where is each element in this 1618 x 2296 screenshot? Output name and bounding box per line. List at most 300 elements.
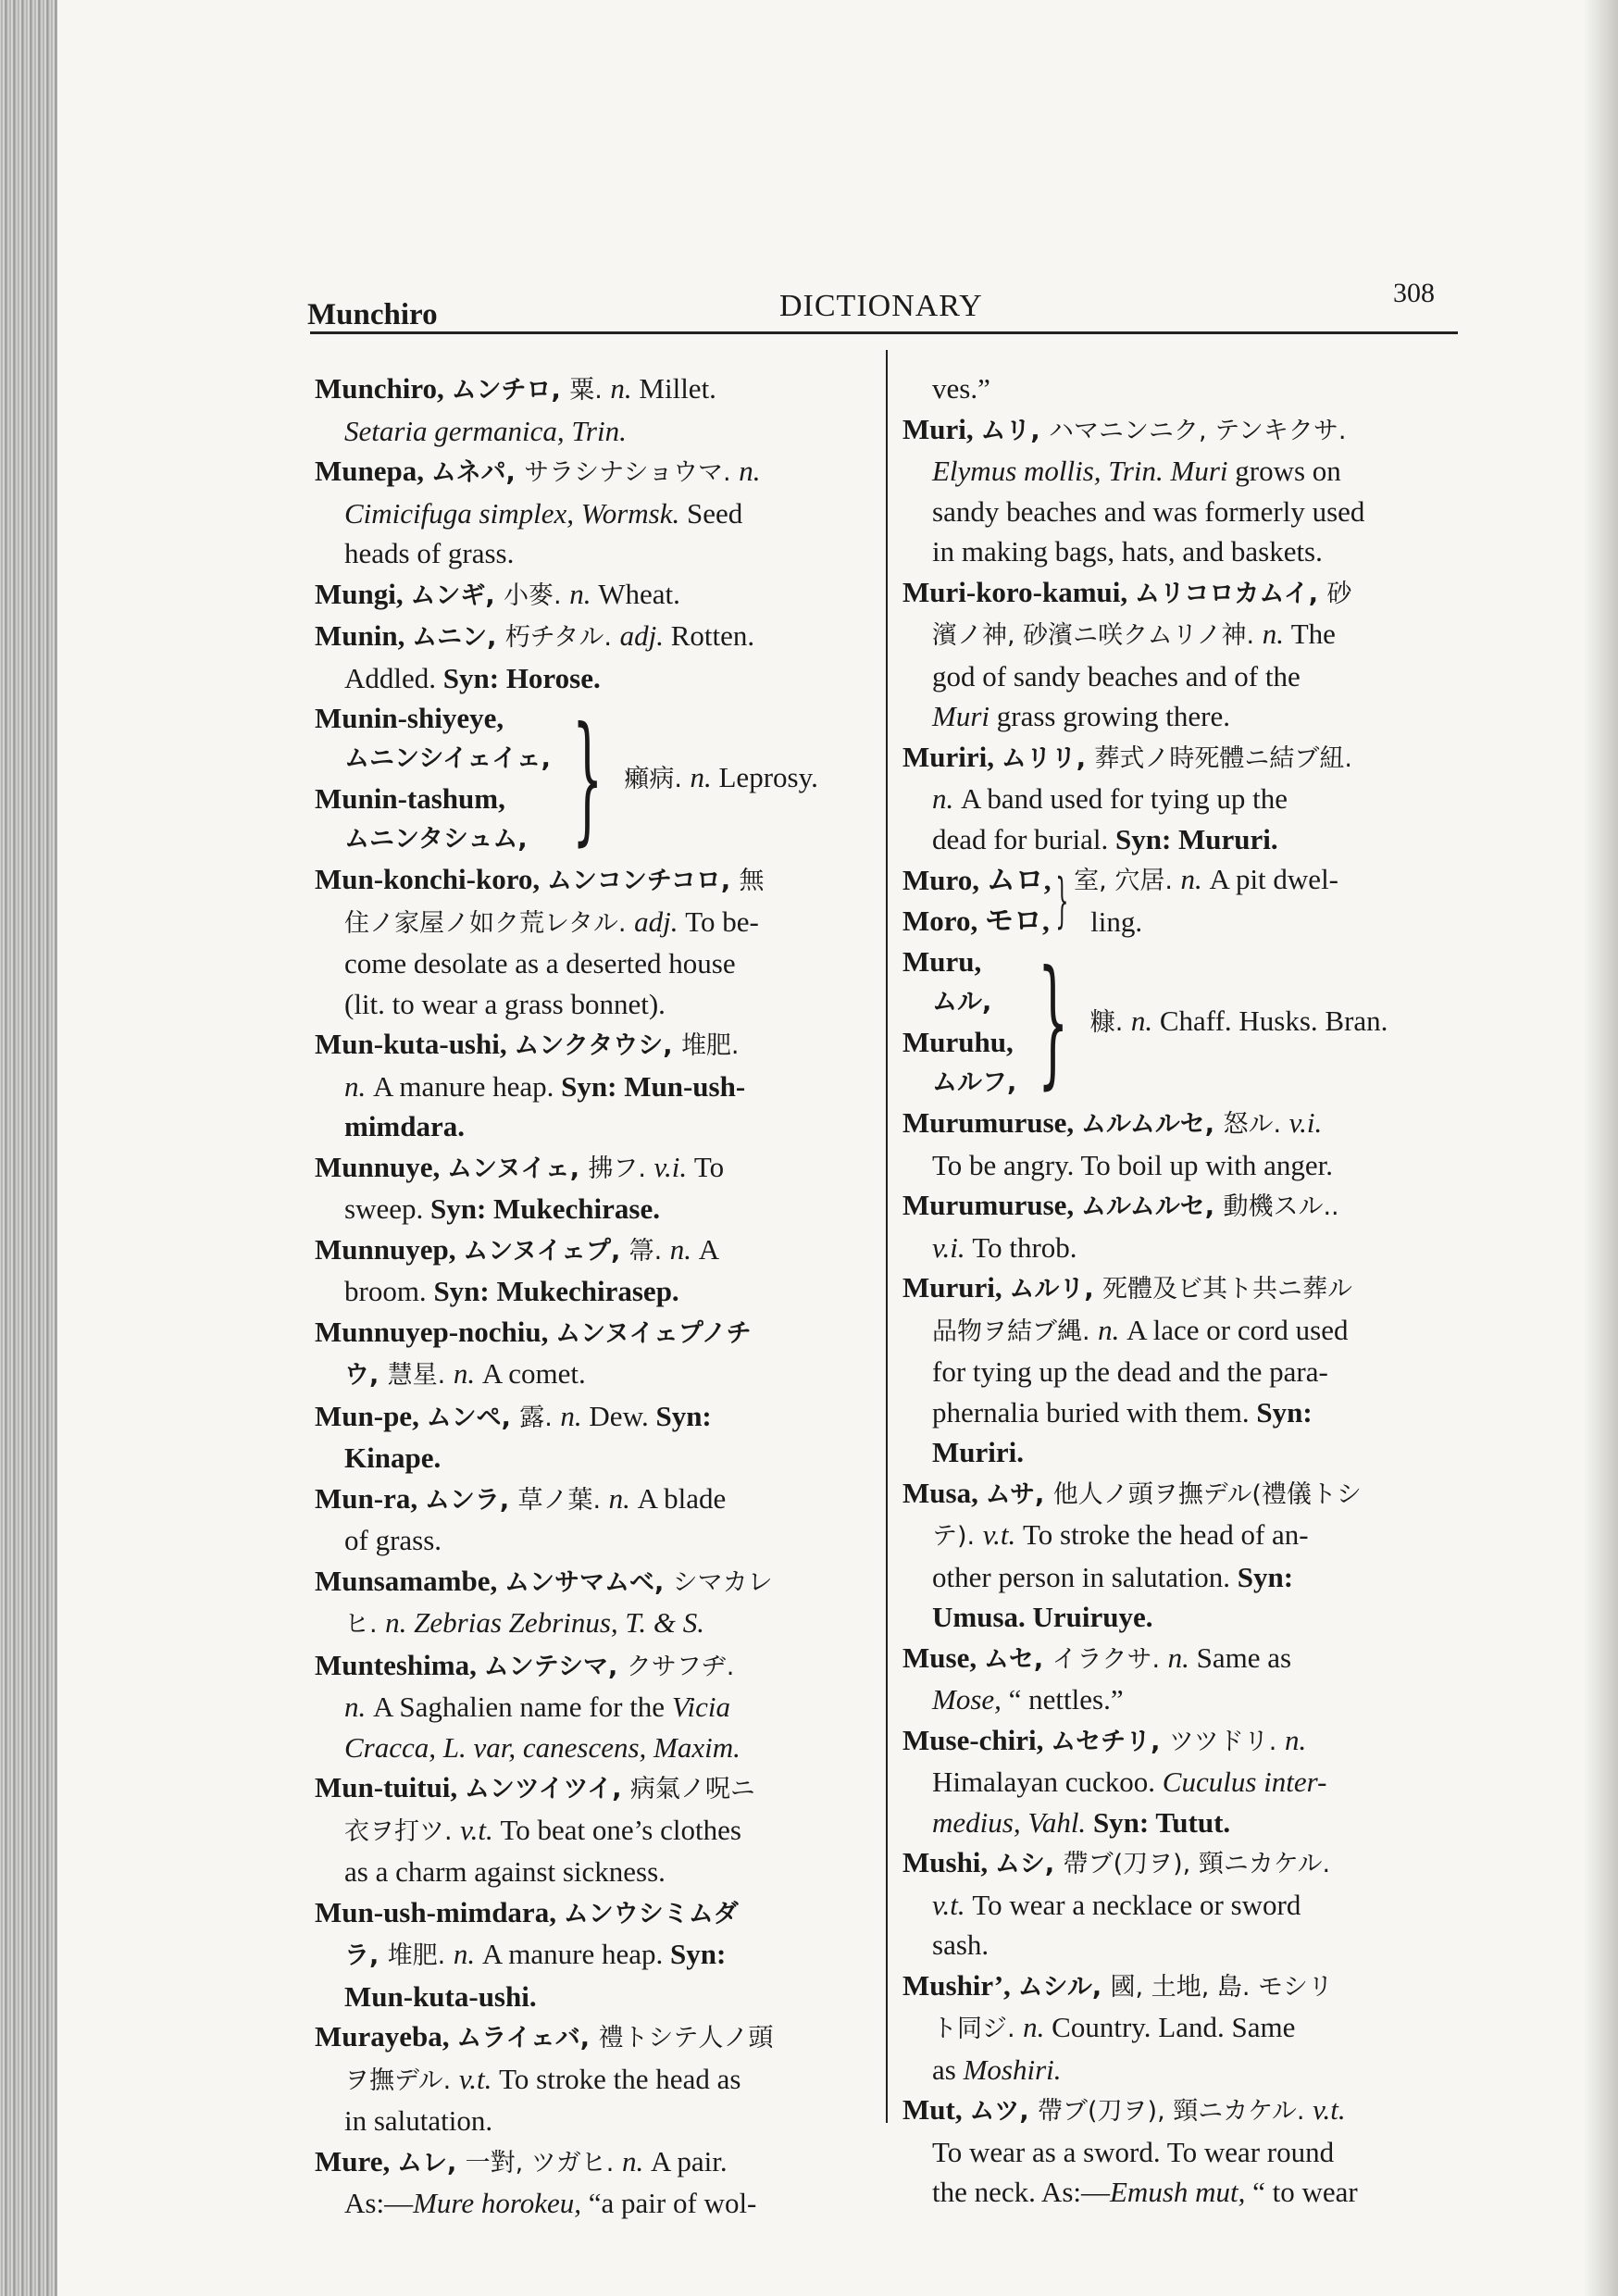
text-run: v.i. bbox=[653, 1150, 694, 1183]
text-run: Elymus mollis, Trin. Muri bbox=[932, 455, 1236, 487]
headword: ムニンタシュム, bbox=[344, 824, 528, 854]
dictionary-entry bbox=[315, 1892, 884, 2017]
text-run: Emush mut, bbox=[1110, 2176, 1253, 2208]
text-run: n. bbox=[608, 1481, 638, 1515]
entry-line bbox=[902, 2050, 1462, 2090]
entry-line bbox=[315, 2101, 884, 2141]
entry-line bbox=[902, 531, 1462, 572]
text-run: Munnuye, bbox=[315, 1150, 447, 1183]
headword-list bbox=[902, 942, 1016, 1103]
entry-line bbox=[902, 409, 1462, 452]
dictionary-title: DICTIONARY bbox=[779, 289, 983, 323]
text-run: ムンラ, bbox=[424, 1485, 518, 1515]
text-run: ムシ, bbox=[994, 1850, 1064, 1878]
text-run: Leprosy. bbox=[718, 761, 818, 794]
dictionary-entry bbox=[902, 368, 1462, 409]
text-run: ムルムルセ, bbox=[1080, 1192, 1224, 1221]
dictionary-entry bbox=[315, 2016, 884, 2141]
entry-line bbox=[315, 902, 884, 944]
text-run: 病氣ノ呪ニ bbox=[629, 1775, 755, 1803]
entry-line bbox=[315, 984, 884, 1025]
text-run: n. bbox=[344, 1691, 373, 1723]
text-run: 品物ヲ結ブ縄. bbox=[932, 1316, 1099, 1346]
text-run: A band used for tying up the bbox=[961, 782, 1288, 815]
text-run: sash. bbox=[932, 1928, 989, 1961]
column-divider bbox=[886, 350, 888, 2123]
text-run: n. bbox=[621, 2144, 651, 2177]
text-run: broom. bbox=[344, 1275, 434, 1307]
text-run: 堆肥. bbox=[387, 1941, 454, 1970]
entry-line bbox=[315, 493, 884, 534]
dictionary-entry bbox=[315, 1229, 884, 1312]
text-run: To be angry. To boil up with anger. bbox=[932, 1148, 1334, 1181]
dictionary-entry bbox=[315, 1561, 884, 1645]
text-run: come desolate as a deserted house bbox=[344, 947, 736, 980]
text-run: n. bbox=[1180, 863, 1210, 895]
dictionary-entry bbox=[902, 1638, 1462, 1720]
text-run: in salutation. bbox=[344, 2104, 493, 2137]
text-run: n. bbox=[453, 1938, 482, 1970]
text-run: Mun-konchi-koro, bbox=[315, 863, 547, 895]
text-run: ムンツイツイ, bbox=[464, 1775, 630, 1803]
entry-line bbox=[315, 1271, 884, 1312]
text-run: ウ, bbox=[344, 1361, 388, 1390]
entry-line bbox=[315, 1561, 884, 1603]
text-run: heads of grass. bbox=[344, 537, 515, 569]
entry-line bbox=[902, 1515, 1462, 1557]
text-run: 堆肥. bbox=[680, 1031, 740, 1060]
text-run: Muri, bbox=[902, 412, 981, 445]
text-run: イラクサ. bbox=[1052, 1644, 1168, 1674]
text-run: v.i. bbox=[1288, 1106, 1323, 1139]
entry-line bbox=[315, 2016, 884, 2059]
entry-line bbox=[902, 1638, 1462, 1680]
text-run: n. bbox=[932, 782, 961, 815]
text-run: in making bags, hats, and baskets. bbox=[932, 535, 1323, 568]
text-run: Mun-ra, bbox=[315, 1481, 425, 1515]
entry-line bbox=[902, 1185, 1462, 1228]
text-run: 葬式ノ時死體ニ結ブ紐. bbox=[1094, 743, 1353, 773]
headword: Moro, モロ, bbox=[902, 904, 1050, 937]
text-run: ムンサマムベ, bbox=[504, 1567, 673, 1597]
text-run: Chaff. Husks. Bran. bbox=[1159, 1004, 1388, 1038]
text-run: Syn: Mururi. bbox=[1114, 822, 1278, 855]
text-run: 室, 穴居. bbox=[1074, 867, 1181, 895]
entry-line bbox=[315, 1852, 884, 1892]
entry-line bbox=[315, 859, 884, 902]
text-run: Cuculus inter- bbox=[1162, 1766, 1327, 1798]
text-run: Muriri, bbox=[902, 740, 1002, 773]
text-run: 禮トシテ人ノ頭 bbox=[598, 2024, 774, 2053]
text-run: Millet. bbox=[639, 372, 716, 405]
text-run: ムツ, bbox=[969, 2097, 1038, 2126]
text-run: v.t. bbox=[1313, 2093, 1346, 2126]
entry-line bbox=[902, 451, 1462, 492]
dictionary-entry bbox=[902, 2090, 1462, 2213]
text-run: Dew. bbox=[589, 1399, 656, 1432]
entry-line bbox=[315, 658, 884, 699]
entry-line bbox=[315, 1728, 884, 1768]
grouping-brace: } bbox=[571, 698, 604, 859]
text-run: A pit dwel- bbox=[1209, 863, 1339, 895]
headword: ムルフ, bbox=[932, 1067, 1017, 1097]
text-run: 動機スル.. bbox=[1223, 1192, 1339, 1221]
text-run: A blade bbox=[637, 1481, 727, 1515]
dictionary-entry bbox=[315, 451, 884, 574]
text-run: (lit. to wear a grass bonnet). bbox=[344, 987, 666, 1020]
entry-line bbox=[315, 1645, 884, 1688]
text-run: シマカレ bbox=[672, 1567, 773, 1597]
text-run: Mushi, bbox=[902, 1846, 995, 1878]
text-run: Mururi, bbox=[902, 1271, 1010, 1304]
text-run: Setaria germanica, Trin. bbox=[344, 414, 627, 447]
text-run: Vicia bbox=[671, 1691, 730, 1723]
text-run: medius, Vahl. bbox=[932, 1805, 1093, 1839]
running-head: Munchiro bbox=[307, 298, 438, 331]
text-run: 無 bbox=[739, 867, 765, 895]
text-run: v.t. bbox=[982, 1518, 1024, 1551]
text-run: Kinape. bbox=[344, 1441, 442, 1474]
text-run: adj. bbox=[634, 905, 686, 938]
grouped-entry bbox=[315, 698, 884, 859]
text-run: 小麥. bbox=[504, 580, 570, 610]
headword: Muru, bbox=[902, 945, 982, 978]
text-run: 帶ブ(刀ヲ), 頸ニカケル. bbox=[1038, 2097, 1313, 2126]
text-run: n. bbox=[569, 577, 599, 610]
dictionary-entry bbox=[315, 1147, 884, 1229]
text-run: ムリコロカムイ, bbox=[1134, 579, 1327, 608]
entry-line bbox=[902, 1965, 1462, 2008]
text-run: v.t. bbox=[932, 1888, 973, 1921]
text-run: Wheat. bbox=[598, 577, 680, 610]
dictionary-entry bbox=[902, 1473, 1462, 1638]
text-run: ムンヌイェプノチ bbox=[555, 1318, 752, 1348]
text-run: Munnuyep, bbox=[315, 1232, 464, 1266]
entry-line bbox=[902, 2090, 1462, 2132]
text-run: Syn: Horose. bbox=[442, 661, 601, 694]
entry-line bbox=[315, 1603, 884, 1645]
text-run: Musa, bbox=[902, 1476, 986, 1509]
headword-list bbox=[902, 860, 1051, 941]
entry-line bbox=[902, 2132, 1462, 2173]
text-run: ラ, bbox=[344, 1941, 388, 1970]
text-run: ムニン, bbox=[412, 623, 505, 652]
text-run: ムネパ, bbox=[430, 458, 525, 487]
text-run: To bbox=[693, 1150, 725, 1183]
text-run: Syn: Mukechirase. bbox=[429, 1192, 660, 1225]
text-run: Mungi, bbox=[315, 577, 411, 610]
text-run: 朽チタル. bbox=[504, 623, 620, 652]
entry-line bbox=[315, 1067, 884, 1107]
text-run: sweep. bbox=[344, 1192, 430, 1225]
text-run: ムンコンチコロ, bbox=[546, 867, 740, 895]
dictionary-entry bbox=[902, 1103, 1462, 1185]
text-run: A manure heap. bbox=[481, 1938, 670, 1970]
entry-line bbox=[902, 1473, 1462, 1516]
text-run: grass growing there. bbox=[996, 700, 1230, 732]
entry-line bbox=[902, 1842, 1462, 1885]
entry-line bbox=[315, 943, 884, 984]
text-run: Mun-kuta-ushi, bbox=[315, 1028, 515, 1060]
text-run: 國, 土地, 島. モシリ bbox=[1110, 1972, 1334, 2002]
text-run: Munnuyep-nochiu, bbox=[315, 1315, 556, 1348]
text-run: ムライェバ, bbox=[456, 2024, 599, 2053]
text-run: v.t. bbox=[458, 2062, 500, 2095]
entry-line bbox=[902, 2172, 1462, 2213]
text-run: Cracca, L. var, canescens, Maxim. bbox=[344, 1730, 741, 1764]
text-run: テ). bbox=[932, 1522, 983, 1551]
entry-line bbox=[315, 411, 884, 452]
text-run: 怒ル. bbox=[1223, 1110, 1289, 1139]
text-run: Muse, bbox=[902, 1641, 984, 1674]
text-run: Syn: bbox=[670, 1938, 727, 1970]
text-run: A Saghalien name for the bbox=[373, 1691, 672, 1723]
text-run: other person in salutation. bbox=[932, 1560, 1238, 1593]
text-run: Cimicifuga simplex, Wormsk. bbox=[344, 496, 687, 530]
text-run: Syn: bbox=[655, 1399, 712, 1432]
text-run: Mure horokeu, bbox=[413, 2187, 589, 2219]
dictionary-entry bbox=[315, 1479, 884, 1561]
grouped-entry bbox=[902, 942, 1462, 1103]
headword: Munin-tashum, bbox=[315, 782, 505, 815]
dictionary-entry bbox=[902, 1965, 1462, 2090]
entry-line bbox=[315, 1106, 884, 1147]
text-run: n. bbox=[1167, 1641, 1197, 1674]
text-run: Mut, bbox=[902, 2093, 970, 2126]
text-run: Munin, bbox=[315, 619, 413, 652]
text-run: ムンヌイェプ, bbox=[463, 1236, 629, 1266]
entry-line bbox=[315, 368, 884, 411]
text-run: Muse-chiri, bbox=[902, 1723, 1052, 1756]
text-run: Country. Land. Same bbox=[1052, 2011, 1296, 2043]
text-run: Umusa. Uruiruye. bbox=[932, 1601, 1153, 1633]
entry-line bbox=[902, 1103, 1462, 1145]
dictionary-entry bbox=[902, 1720, 1462, 1843]
entry-line bbox=[315, 2141, 884, 2184]
text-run: ムルムルセ, bbox=[1080, 1110, 1224, 1139]
entry-line bbox=[902, 737, 1462, 780]
entry-line bbox=[902, 1762, 1462, 1803]
text-run: クサフヂ. bbox=[626, 1652, 735, 1681]
entry-line bbox=[902, 1310, 1462, 1353]
text-run: 衣ヲ打ツ. bbox=[344, 1816, 461, 1846]
text-run: n. bbox=[344, 1069, 373, 1103]
entry-line bbox=[902, 572, 1462, 615]
text-run: ムリ, bbox=[980, 416, 1050, 445]
text-run: Himalayan cuckoo. bbox=[932, 1766, 1163, 1798]
text-run: 糠. bbox=[1089, 1008, 1131, 1038]
entry-line bbox=[902, 1679, 1462, 1720]
text-run: 帶ブ(刀ヲ), 頸ニカケル. bbox=[1063, 1850, 1331, 1878]
entry-line bbox=[902, 1145, 1462, 1186]
entry-line bbox=[902, 1803, 1462, 1843]
text-run: n. bbox=[453, 1357, 482, 1390]
text-run: Moshiri. bbox=[963, 2053, 1062, 2086]
text-run: Murumuruse, bbox=[902, 1189, 1081, 1221]
headword: Muruhu, bbox=[902, 1026, 1014, 1058]
text-run: “ to wear bbox=[1252, 2176, 1358, 2208]
text-run: Munsamambe, bbox=[315, 1564, 504, 1597]
dictionary-entry bbox=[902, 1267, 1462, 1473]
text-run: n. bbox=[690, 761, 719, 794]
text-run: mimdara. bbox=[344, 1110, 466, 1142]
entry-line bbox=[902, 1432, 1462, 1473]
text-run: Seed bbox=[686, 496, 743, 530]
text-run: ムンペ, bbox=[426, 1403, 520, 1432]
entry-line bbox=[315, 1438, 884, 1479]
entry-line bbox=[315, 1189, 884, 1229]
text-run: To wear as a sword. To wear round bbox=[932, 2135, 1335, 2168]
text-run: ムンウシミムダ bbox=[563, 1899, 739, 1928]
dictionary-entry bbox=[315, 1024, 884, 1147]
text-run: Murumuruse, bbox=[902, 1106, 1081, 1139]
text-run: adj. bbox=[619, 619, 671, 652]
text-run: 死體及ビ其ト共ニ葬ル bbox=[1102, 1275, 1353, 1304]
text-run: サラシナショウマ. bbox=[524, 458, 740, 487]
entry-line bbox=[315, 1354, 884, 1396]
text-run: A lace or cord used bbox=[1126, 1313, 1349, 1346]
text-run: Mun-ush-mimdara, bbox=[315, 1895, 564, 1928]
shared-definition bbox=[1074, 859, 1338, 942]
dictionary-entry bbox=[315, 1767, 884, 1892]
text-run: Same as bbox=[1196, 1641, 1292, 1674]
entry-line bbox=[315, 1147, 884, 1190]
text-run: grows on bbox=[1235, 455, 1341, 487]
text-run: Mun-kuta-ushi. bbox=[344, 1979, 537, 2013]
text-run: dead for burial. bbox=[932, 822, 1115, 855]
text-run: n. Zebrias Zebrinus, T. & S. bbox=[385, 1606, 704, 1639]
text-run: Rotten. bbox=[670, 619, 755, 652]
entry-line bbox=[315, 574, 884, 617]
text-run: v.t. bbox=[460, 1813, 501, 1846]
text-run: ハマニンニク, テンキクサ. bbox=[1049, 416, 1347, 445]
entry-line bbox=[315, 1520, 884, 1561]
headword: Muro, ムロ, bbox=[902, 864, 1052, 896]
text-run: ヒ. bbox=[344, 1610, 386, 1639]
text-run: Syn: bbox=[1237, 1560, 1294, 1593]
entry-line bbox=[315, 1687, 884, 1728]
text-run: ムンチロ, bbox=[451, 376, 570, 405]
text-run: for tying up the dead and the para- bbox=[932, 1355, 1328, 1388]
text-run: Mure, bbox=[315, 2144, 397, 2177]
text-run: ムセ, bbox=[983, 1644, 1052, 1674]
entry-line bbox=[902, 614, 1462, 656]
text-run: n. bbox=[560, 1399, 590, 1432]
entry-line bbox=[315, 451, 884, 493]
entry-line bbox=[315, 2183, 884, 2224]
text-run: Syn: bbox=[1256, 1395, 1313, 1429]
header-rule bbox=[310, 331, 1458, 334]
text-run: n. bbox=[1023, 2011, 1052, 2043]
text-run: To beat one’s clothes bbox=[500, 1813, 741, 1846]
text-run: ムンギ, bbox=[410, 580, 504, 610]
text-run: v.i. bbox=[932, 1230, 973, 1264]
text-run: n. bbox=[1284, 1723, 1307, 1756]
text-run: To wear a necklace or sword bbox=[972, 1888, 1301, 1921]
text-run: 濱ノ神, 砂濱ニ咲クムリノ神. bbox=[932, 621, 1263, 650]
text-run: A bbox=[698, 1232, 720, 1266]
text-run: Addled. bbox=[344, 661, 443, 694]
page-edge-shadow bbox=[1585, 0, 1618, 2296]
text-run: “ nettles.” bbox=[1008, 1683, 1124, 1716]
entry-line bbox=[902, 1228, 1462, 1268]
entry-line bbox=[902, 1352, 1462, 1392]
dictionary-entry bbox=[902, 1185, 1462, 1267]
grouping-brace: } bbox=[1038, 942, 1069, 1103]
headword: ムニンシイェイェ, bbox=[344, 743, 551, 773]
headword: Munin-shiyeye, bbox=[315, 702, 504, 734]
entry-line bbox=[902, 1885, 1462, 1926]
text-run: 拂フ. bbox=[588, 1154, 654, 1183]
text-run: Mose, bbox=[932, 1683, 1009, 1716]
text-run: Syn: Tutut. bbox=[1092, 1805, 1231, 1839]
text-run: as bbox=[932, 2053, 964, 2086]
text-run: As:— bbox=[344, 2187, 414, 2219]
dictionary-entry bbox=[315, 859, 884, 1024]
text-run: ムレ, bbox=[396, 2148, 466, 2177]
entry-line bbox=[902, 1720, 1462, 1763]
text-run: 草ノ葉. bbox=[517, 1485, 609, 1515]
dictionary-entry bbox=[315, 1312, 884, 1396]
dictionary-entry bbox=[315, 574, 884, 617]
entry-line bbox=[902, 1392, 1462, 1433]
entry-line bbox=[315, 1810, 884, 1853]
text-run: A comet. bbox=[481, 1357, 586, 1390]
text-run: of grass. bbox=[344, 1524, 442, 1556]
text-run: phernalia buried with them. bbox=[932, 1395, 1257, 1429]
dictionary-entry bbox=[315, 2141, 884, 2224]
text-run: ツツドリ. bbox=[1168, 1727, 1285, 1756]
dictionary-entry bbox=[902, 1842, 1462, 1965]
text-run: 露. bbox=[519, 1403, 561, 1432]
text-run: ves.” bbox=[932, 372, 990, 405]
page-number: 308 bbox=[1393, 278, 1435, 308]
book-binding-shadow bbox=[0, 0, 57, 2296]
text-run: To throb. bbox=[972, 1230, 1077, 1264]
entry-line bbox=[315, 616, 884, 658]
text-run: ムリリ, bbox=[1001, 743, 1095, 773]
text-run: To stroke the head as bbox=[499, 2062, 741, 2095]
text-run: Muriri. bbox=[932, 1436, 1024, 1468]
text-run: Syn: Mun-ush- bbox=[561, 1069, 746, 1103]
text-run: n. bbox=[1098, 1313, 1127, 1346]
text-run: n. bbox=[739, 455, 761, 487]
text-run: sandy beaches and was formerly used bbox=[932, 494, 1365, 528]
text-run: ムンヌイェ, bbox=[446, 1154, 589, 1183]
text-run: the neck. As:— bbox=[932, 2176, 1110, 2208]
text-run: ムンテシマ, bbox=[483, 1652, 627, 1681]
shared-definition bbox=[1090, 1001, 1388, 1043]
text-run: ト同ジ. bbox=[932, 2015, 1024, 2043]
text-run: The bbox=[1290, 618, 1336, 650]
grouped-entry bbox=[902, 859, 1462, 942]
text-run: Syn: Mukechirasep. bbox=[433, 1275, 679, 1307]
text-run: Murayeba, bbox=[315, 2020, 457, 2053]
text-run: A pair. bbox=[650, 2144, 728, 2177]
entry-line bbox=[315, 2059, 884, 2102]
text-run: 癩病. bbox=[624, 765, 691, 794]
text-run: 一對, ツガヒ. bbox=[465, 2148, 622, 2177]
text-run: A manure heap. bbox=[373, 1069, 562, 1103]
text-run: Munchiro, bbox=[315, 372, 452, 405]
entry-line bbox=[315, 533, 884, 574]
dictionary-entry bbox=[315, 616, 884, 698]
right-column bbox=[902, 368, 1462, 2213]
entry-line bbox=[902, 1557, 1462, 1598]
entry-line bbox=[902, 2007, 1462, 2050]
entry-line bbox=[902, 492, 1462, 532]
text-run: n. bbox=[669, 1232, 699, 1266]
